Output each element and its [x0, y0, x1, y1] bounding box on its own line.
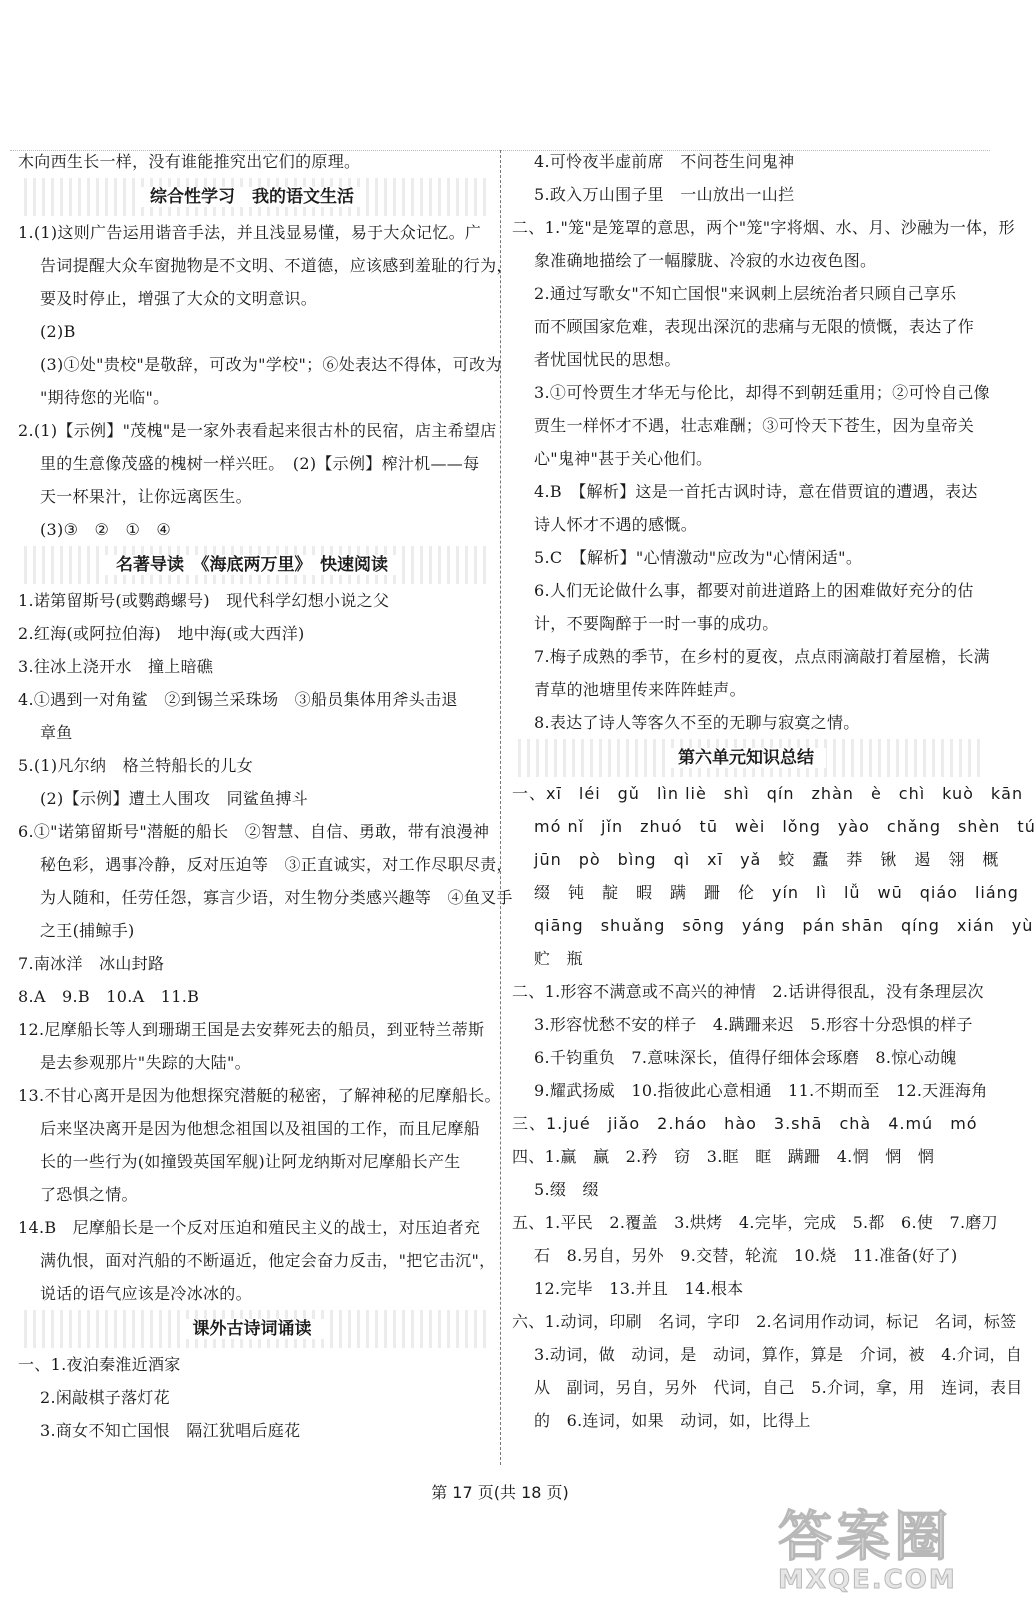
column-divider	[500, 150, 501, 1465]
answer-line: (2)B	[40, 322, 76, 341]
page-number: 第 17 页(共 18 页)	[431, 1483, 569, 1502]
answer-line: (2)【示例】遭土人围攻 同鲨鱼搏斗	[40, 789, 309, 808]
answer-line: 满仇恨，面对汽船的不断逼近，他定会奋力反击，"把它击沉"，	[40, 1251, 496, 1270]
answer-line: 2.通过写歌女"不知亡国恨"来讽刺上层统治者只顾自己享乐	[534, 284, 957, 303]
answer-line: 5.(1)凡尔纳 格兰特船长的儿女	[18, 756, 254, 775]
answer-line: 3.形容忧愁不安的样子 4.蹒跚来迟 5.形容十分恐惧的样子	[534, 1015, 973, 1034]
answer-line: 诗人怀才不遇的感慨。	[534, 515, 698, 534]
answer-line: jūn pò bìng qì xī yǎ 蛟 蠹 莽 锹 遏 翎 概	[534, 850, 1000, 869]
answer-line: 5.政入万山围子里 一山放出一山拦	[534, 185, 795, 204]
answer-line: 缀 钝 靛 暇 蹒 跚 伦 yín lì lǚ wū qiáo liáng	[534, 883, 1019, 902]
answer-line: 二、1."笼"是笼罩的意思，两个"笼"字将烟、水、月、沙融为一体，形	[512, 218, 1015, 237]
answer-line: 6.千钧重负 7.意味深长，值得仔细体会琢磨 8.惊心动魄	[534, 1048, 957, 1067]
answer-line: 6.①"诺第留斯号"潜艇的船长 ②智慧、自信、勇敢，带有浪漫神	[18, 822, 490, 841]
answer-line: 心"鬼神"甚于关心他们。	[534, 449, 713, 468]
answer-line: 13.不甘心离开是因为他想探究潜艇的秘密，了解神秘的尼摩船长。	[18, 1086, 501, 1105]
answer-line: 从 副词，另自，另外 代词，自己 5.介词，拿，用 连词，表目	[534, 1378, 1023, 1397]
answer-line: 5.C 【解析】"心情激动"应改为"心情闲适"。	[534, 548, 863, 567]
answer-line: "期待您的光临"。	[40, 388, 170, 407]
answer-line: 6.人们无论做什么事，都要对前进道路上的困难做好充分的估	[534, 581, 974, 600]
answer-line: 石 8.另自，另外 9.交替，轮流 10.烧 11.准备(好了)	[534, 1246, 958, 1265]
answer-line: 后来坚决离开是因为他想念祖国以及祖国的工作，而且尼摩船	[40, 1119, 481, 1138]
answer-line: 长的一些行为(如撞毁英国军舰)让阿龙纳斯对尼摩船长产生	[40, 1152, 461, 1171]
section-heading	[512, 739, 980, 777]
answer-line: 二、1.形容不满意或不高兴的神情 2.话讲得很乱，没有条理层次	[512, 982, 984, 1001]
answer-line: 者忧国忧民的思想。	[534, 350, 681, 369]
section-heading-text: 课外古诗词诵读	[181, 1319, 324, 1339]
answer-line: 1.(1)这则广告运用谐音手法，并且浅显易懂，易于大众记忆。广	[18, 223, 482, 242]
answer-line: 4.可怜夜半虚前席 不问苍生问鬼神	[534, 152, 795, 171]
answer-line: 三、1.jué jiǎo 2.háo hào 3.shā chà 4.mú mó	[512, 1114, 978, 1133]
answer-line: 而不顾国家危难，表现出深沉的悲痛与无限的愤慨，表达了作	[534, 317, 975, 336]
answer-line: 5.缀 缀	[534, 1180, 599, 1199]
answer-line: 的 6.连词，如果 动词，如，比得上	[534, 1411, 811, 1430]
answer-line: 五、1.平民 2.覆盖 3.烘烤 4.完毕，完成 5.都 6.使 7.磨刀	[512, 1213, 998, 1232]
answer-line: 12.尼摩船长等人到珊瑚王国是去安葬死去的船员，到亚特兰蒂斯	[18, 1020, 485, 1039]
answer-line: 7.南冰洋 冰山封路	[18, 954, 165, 973]
answer-line: mó nǐ jǐn zhuó tū wèi lǒng yào chǎng shèn tú	[534, 817, 1036, 836]
answer-line: 一、xī léi gǔ lìn liè shì qín zhàn è chì kuò kān	[512, 784, 1024, 803]
answer-line: 象准确地描绘了一幅朦胧、冷寂的水边夜色图。	[534, 251, 877, 270]
answer-line: 贮 瓶	[534, 949, 583, 968]
answer-line: 六、1.动词，印刷 名词，字印 2.名词用作动词，标记 名词，标签	[512, 1312, 1017, 1331]
answer-line: 告词提醒大众车窗抛物是不文明、不道德，应该感到羞耻的行为，	[40, 256, 513, 275]
answer-line: 3.商女不知亡国恨 隔江犹唱后庭花	[40, 1421, 301, 1440]
answer-line: 章鱼	[40, 723, 73, 742]
answer-line: 7.梅子成熟的季节，在乡村的夏夜，点点雨滴敲打着屋檐，长满	[534, 647, 990, 666]
answer-line: 3.往冰上浇开水 撞上暗礁	[18, 657, 214, 676]
answer-line: 说话的语气应该是冷冰冰的。	[40, 1284, 252, 1303]
answer-line: 里的生意像茂盛的槐树一样兴旺。 (2)【示例】榨汁机——每	[40, 454, 480, 473]
watermark-url: MXQE.COM	[778, 1565, 957, 1595]
answer-line: 9.耀武扬威 10.指彼此心意相通 11.不期而至 12.天涯海角	[534, 1081, 988, 1100]
answer-line: (3)①处"贵校"是敬辞，可改为"学校"；⑥处表达不得体，可改为	[40, 355, 502, 374]
answer-line: 之王(捕鲸手)	[40, 921, 135, 940]
answer-line: 12.完毕 13.并且 14.根本	[534, 1279, 744, 1298]
answer-line: 了恐惧之情。	[40, 1185, 138, 1204]
right-column	[512, 145, 1036, 1437]
answer-line: 2.(1)【示例】"茂槐"是一家外表看起来很古朴的民宿，店主希望店	[18, 421, 497, 440]
answer-line: 14.B 尼摩船长是一个反对压迫和殖民主义的战士，对压迫者充	[18, 1218, 481, 1237]
answer-line: 4.①遇到一对角鲨 ②到锡兰采珠场 ③船员集体用斧头击退	[18, 690, 458, 709]
answer-line: 秘色彩，遇事冷静，反对压迫等 ③正直诚实，对工作尽职尽责，	[40, 855, 513, 874]
answer-line: 8.A 9.B 10.A 11.B	[18, 987, 200, 1006]
answer-line: 青草的池塘里传来阵阵蛙声。	[534, 680, 746, 699]
section-heading	[18, 1310, 486, 1348]
answer-line: 4.B 【解析】这是一首托古讽时诗，意在借贾谊的遭遇，表达	[534, 482, 978, 501]
answer-line: 3.①可怜贾生才华无与伦比，却得不到朝廷重用；②可怜自己像	[534, 383, 990, 402]
answer-line: qiāng shuǎng sōng yáng pán shān qíng xián yù	[534, 916, 1034, 935]
answer-line: 8.表达了诗人等客久不至的无聊与寂寞之情。	[534, 713, 860, 732]
left-column	[18, 145, 513, 1447]
section-heading	[18, 178, 486, 216]
section-heading-text: 名著导读 《海底两万里》 快速阅读	[104, 555, 400, 575]
answer-line: 2.闲敲棋子落灯花	[40, 1388, 170, 1407]
answer-line: 一、1.夜泊秦淮近酒家	[18, 1355, 181, 1374]
section-heading-text: 综合性学习 我的语文生活	[138, 187, 366, 207]
answer-line: 木向西生长一样，没有谁能推究出它们的原理。	[18, 152, 361, 171]
answer-line: 3.动词，做 动词，是 动词，算作，算是 介词，被 4.介词，自	[534, 1345, 1023, 1364]
answer-line: (3)③ ② ① ④	[40, 520, 172, 539]
answer-line: 贾生一样怀才不遇，壮志难酬；③可怜天下苍生，因为皇帝关	[534, 416, 975, 435]
answer-line: 计，不要陶醉于一时一事的成功。	[534, 614, 779, 633]
answer-line: 天一杯果汁，让你远离医生。	[40, 487, 252, 506]
answer-line: 四、1.赢 赢 2.矜 窃 3.眶 眶 蹒跚 4.惘 惘 惘	[512, 1147, 935, 1166]
answer-line: 是去参观那片"失踪的大陆"。	[40, 1053, 251, 1072]
section-heading-text: 第六单元知识总结	[666, 748, 826, 768]
watermark-logo: 答案圈	[778, 1505, 952, 1568]
answer-line: 要及时停止，增强了大众的文明意识。	[40, 289, 318, 308]
watermark	[778, 1505, 978, 1598]
answer-line: 1.诺第留斯号(或鹦鹉螺号) 现代科学幻想小说之父	[18, 591, 390, 610]
answer-line: 为人随和，任劳任怨，寡言少语，对生物分类感兴趣等 ④鱼叉手	[40, 888, 513, 907]
section-heading	[18, 546, 486, 584]
answer-line: 2.红海(或阿拉伯海) 地中海(或大西洋)	[18, 624, 305, 643]
